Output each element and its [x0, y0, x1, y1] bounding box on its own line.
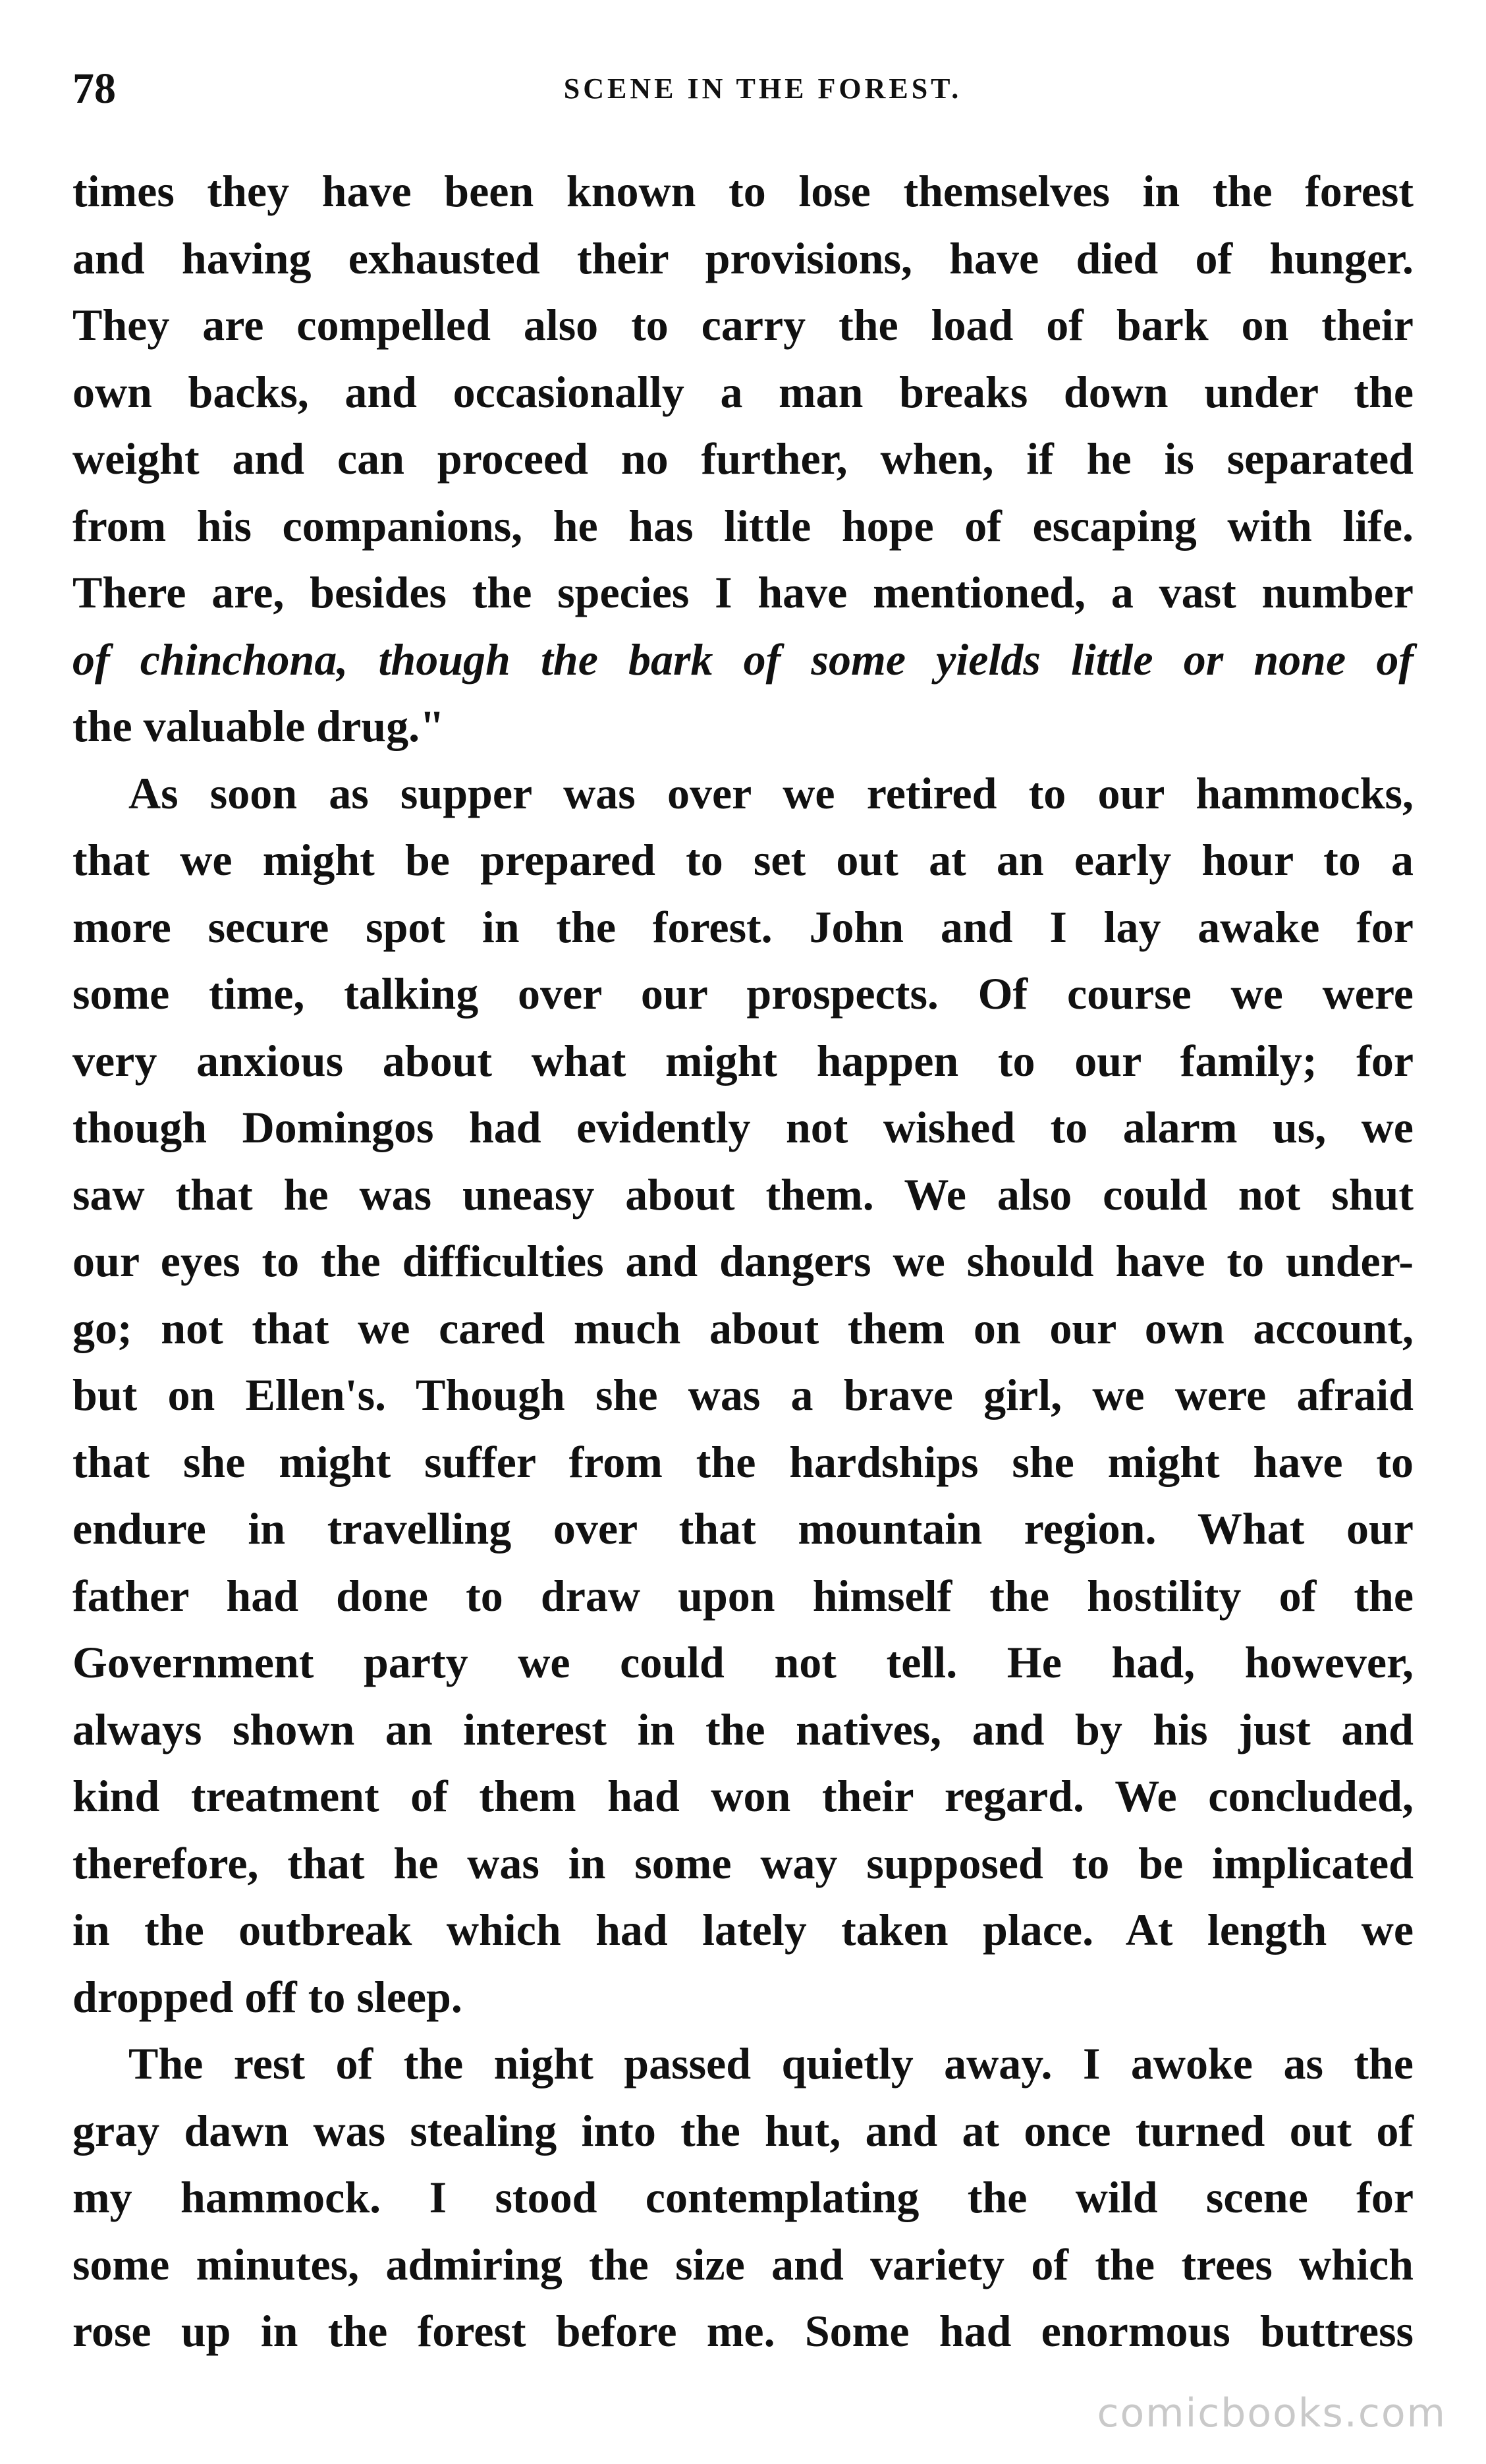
text-line: gray dawn was stealing into the hut, and at once turned out of	[72, 2105, 1414, 2156]
text-line: very anxious about what might happen to our family; for	[72, 1035, 1414, 1086]
text-line: and having exhausted their provisions, have died of hunger.	[72, 233, 1414, 283]
text-line: my hammock. I stood contemplating the wild scene for	[72, 2172, 1414, 2222]
text-line: They are compelled also to carry the load of bark on their	[72, 300, 1414, 350]
text-line: from his companions, he has little hope of escaping with life.	[72, 500, 1414, 551]
running-title: SCENE IN THE FOREST.	[563, 72, 962, 105]
text-line: our eyes to the difficulties and dangers we should have to under-	[72, 1236, 1414, 1286]
paragraph-start-line: The rest of the night passed quietly away. I awoke as the	[128, 2038, 1414, 2088]
text-line: endure in travelling over that mountain region. What our	[72, 1503, 1414, 1554]
text-line: more secure spot in the forest. John and I lay awake for	[72, 901, 1414, 952]
text-line: own backs, and occasionally a man breaks down under the	[72, 366, 1414, 417]
text-line: of chinchona, though the bark of some yields little or none of	[72, 634, 1414, 685]
page-number: 78	[72, 65, 116, 113]
text-line: that we might be prepared to set out at an early hour to a	[72, 835, 1414, 885]
text-line: rose up in the forest before me. Some had enormous buttress	[72, 2306, 1414, 2356]
text-line: that she might suffer from the hardships she might have to	[72, 1436, 1414, 1487]
body-text	[72, 158, 1414, 2365]
text-line: times they have been known to lose themselves in the forest	[72, 166, 1414, 216]
text-line: saw that he was uneasy about them. We also could not shut	[72, 1169, 1414, 1219]
text-line: dropped off to sleep.	[72, 1971, 462, 2022]
text-line: some minutes, admiring the size and variety of the trees which	[72, 2239, 1414, 2289]
text-line: Government party we could not tell. He had, however,	[72, 1637, 1414, 1687]
text-line: There are, besides the species I have mentioned, a vast number	[72, 567, 1414, 617]
text-line: some time, talking over our prospects. Of course we were	[72, 968, 1414, 1019]
text-line: always shown an interest in the natives, and by his just and	[72, 1704, 1414, 1754]
text-line: weight and can proceed no further, when, if he is separated	[72, 434, 1414, 484]
watermark: comicbooks.com	[1097, 2390, 1446, 2436]
text-line: father had done to draw upon himself the hostility of the	[72, 1570, 1414, 1621]
text-line: in the outbreak which had lately taken place. At length we	[72, 1905, 1414, 1955]
text-line: kind treatment of them had won their regard. We concluded,	[72, 1771, 1414, 1821]
page-header	[72, 59, 1414, 119]
text-line: therefore, that he was in some way supposed to be implicated	[72, 1837, 1414, 1888]
text-line: go; not that we cared much about them on our own account,	[72, 1302, 1414, 1353]
text-line: though Domingos had evidently not wished to alarm us, we	[72, 1102, 1414, 1152]
text-line: the valuable drug."	[72, 701, 445, 751]
paragraph-start-line: As soon as supper was over we retired to our hammocks,	[128, 768, 1414, 818]
text-line: but on Ellen's. Though she was a brave girl, we were afraid	[72, 1370, 1414, 1420]
